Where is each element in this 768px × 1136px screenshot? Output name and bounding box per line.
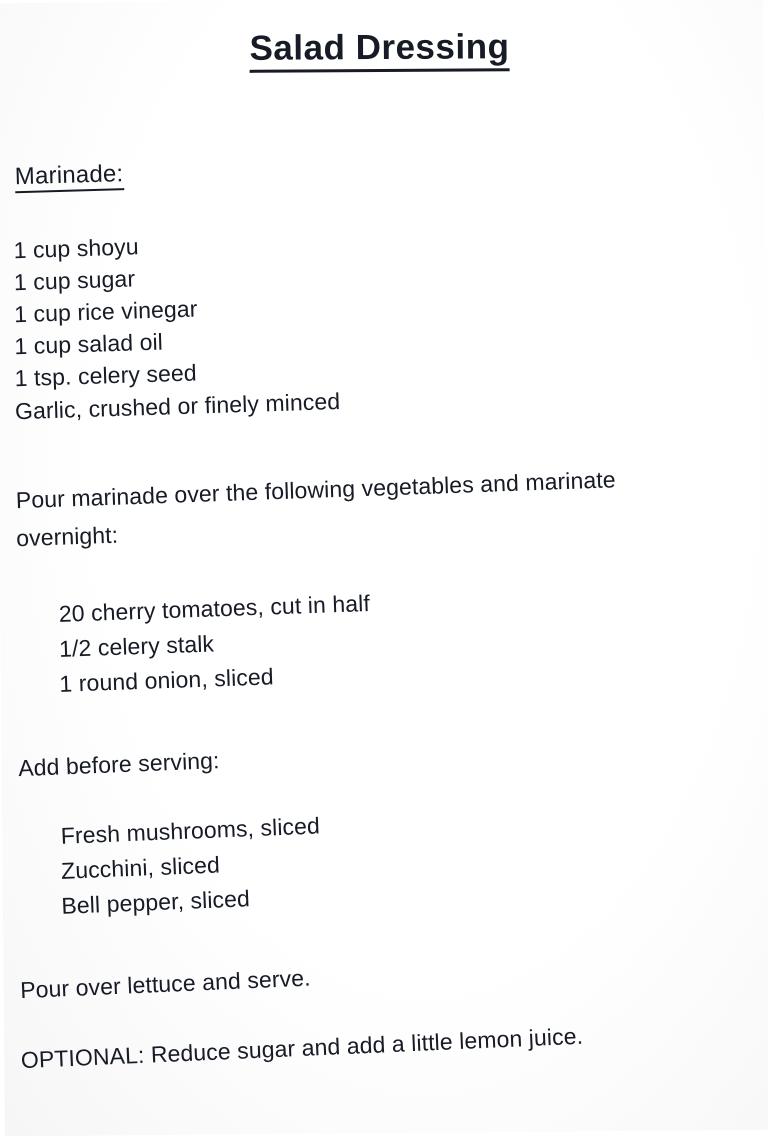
marinade-heading: Marinade: xyxy=(14,160,123,191)
marinade-item: 1 cup rice vinegar xyxy=(13,295,198,328)
add-before-serving-item: Fresh mushrooms, sliced xyxy=(60,812,321,849)
marinade-instruction-line-2: overnight: xyxy=(15,521,119,552)
serve-instruction: Pour over lettuce and serve. xyxy=(19,964,312,1004)
marinade-item: Garlic, crushed or finely minced xyxy=(14,387,341,425)
vegetable-item: 1 round onion, sliced xyxy=(58,663,275,697)
page-title xyxy=(0,26,764,71)
add-before-serving-item: Bell pepper, sliced xyxy=(60,885,251,919)
marinade-item: 1 tsp. celery seed xyxy=(14,359,198,392)
add-before-serving-item: Zucchini, sliced xyxy=(60,851,221,884)
page-title-text: Salad Dressing xyxy=(249,27,509,73)
vegetable-item: 20 cherry tomatoes, cut in half xyxy=(58,589,371,627)
marinade-instruction-line-1: Pour marinade over the following vegetables and marinate xyxy=(15,466,617,514)
vegetable-item: 1/2 celery stalk xyxy=(58,630,215,662)
marinade-item: 1 cup sugar xyxy=(13,265,136,296)
add-before-serving-heading: Add before serving: xyxy=(17,747,220,782)
marinade-item: 1 cup shoyu xyxy=(13,233,140,264)
optional-note: OPTIONAL: Reduce sugar and add a little lemon juice. xyxy=(20,1022,584,1074)
marinade-item: 1 cup salad oil xyxy=(13,328,164,360)
